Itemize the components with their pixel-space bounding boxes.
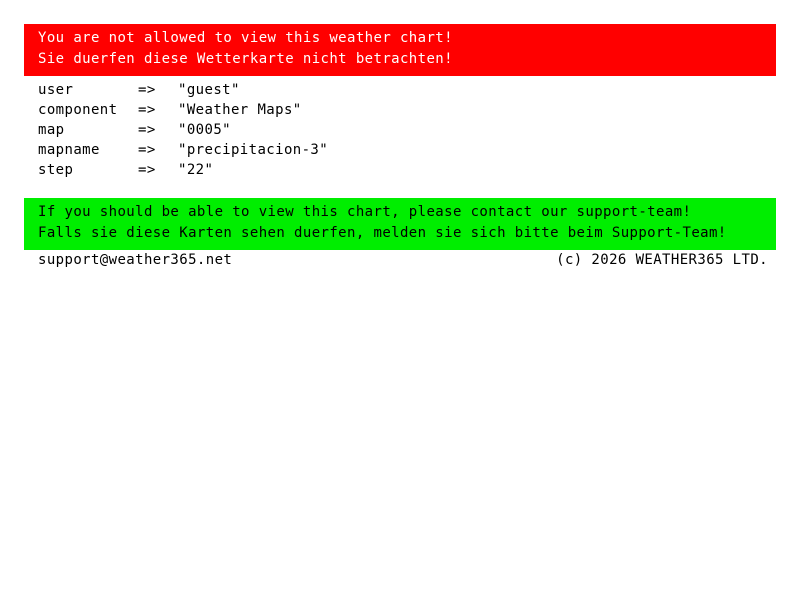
- copyright-text: (c) 2026 WEATHER365 LTD.: [556, 252, 768, 268]
- param-arrow: =>: [138, 102, 156, 118]
- error-banner-line-de: Sie duerfen diese Wetterkarte nicht betrachten!: [38, 51, 453, 67]
- support-email-link[interactable]: support@weather365.net: [38, 252, 233, 268]
- table-row: [38, 140, 328, 160]
- param-value: "guest": [178, 82, 240, 98]
- param-value: "Weather Maps": [178, 102, 302, 118]
- param-key: user: [38, 82, 74, 98]
- param-key: mapname: [38, 142, 100, 158]
- param-arrow: =>: [138, 162, 156, 178]
- footer: [38, 250, 768, 270]
- param-arrow: =>: [138, 122, 156, 138]
- param-arrow: =>: [138, 142, 156, 158]
- table-row: [38, 80, 328, 100]
- param-key: map: [38, 122, 65, 138]
- info-banner-line-de: Falls sie diese Karten sehen duerfen, melden sie sich bitte beim Support-Team!: [38, 225, 727, 241]
- param-key: step: [38, 162, 74, 178]
- table-row: [38, 160, 328, 180]
- request-parameters-table: [38, 80, 328, 180]
- param-value: "0005": [178, 122, 231, 138]
- table-row: [38, 100, 328, 120]
- param-value: "22": [178, 162, 214, 178]
- param-arrow: =>: [138, 82, 156, 98]
- error-banner-line-en: You are not allowed to view this weather chart!: [38, 30, 453, 46]
- param-key: component: [38, 102, 118, 118]
- info-banner: [24, 198, 776, 250]
- info-banner-line-en: If you should be able to view this chart, please contact our support-team!: [38, 204, 692, 220]
- table-row: [38, 120, 328, 140]
- param-value: "precipitacion-3": [178, 142, 329, 158]
- error-banner: [24, 24, 776, 76]
